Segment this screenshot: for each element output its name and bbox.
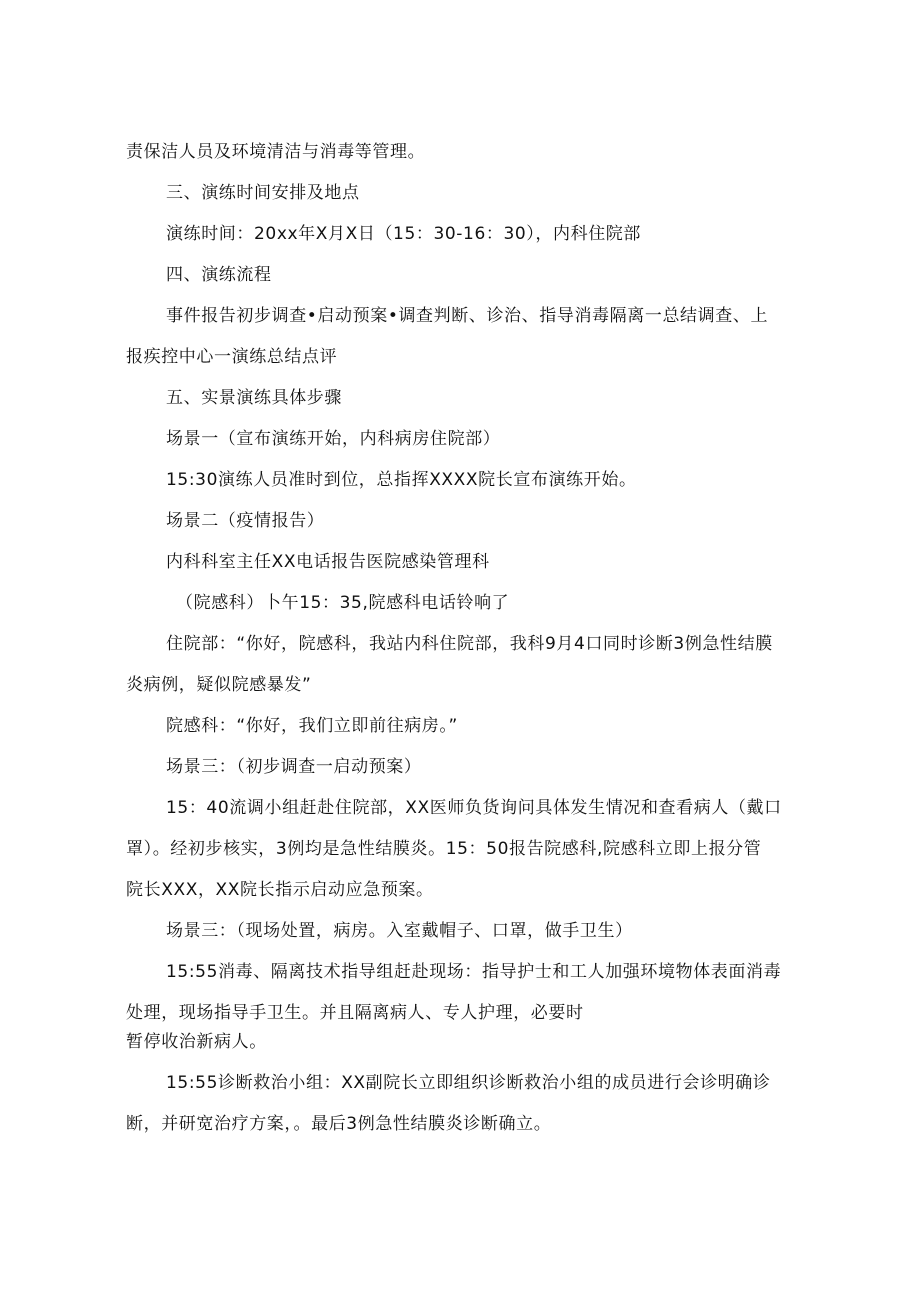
- text-line: （院感科）卜午15：35,院感科电话铃响了: [176, 593, 510, 613]
- scene-heading: 场景二（疫情报告）: [166, 511, 325, 531]
- text-line: 15:55诊断救治小组：XX副院长立即组织诊断救治小组的成员进行会诊明确诊: [166, 1073, 771, 1093]
- text-line: 罩）。经初步核实，3例均是急性结膜炎。15：50报告院感科,院感科立即上报分管: [126, 839, 762, 859]
- text-line: 暂停收治新病人。: [126, 1032, 267, 1052]
- text-line: 炎病例，疑似院感暴发”: [126, 675, 312, 695]
- text-line: 内科科室主任XX电话报告医院感染管理科: [166, 552, 490, 572]
- section-heading: 四、演练流程: [166, 265, 272, 285]
- text-line: 报疾控中心一演练总结点评: [126, 347, 338, 367]
- text-line: 院感科：“你好，我们立即前往病房。”: [166, 716, 458, 736]
- section-heading: 五、实景演练具体步骤: [166, 388, 342, 408]
- text-line: 住院部：“你好，院感科，我站内科住院部，我科9月4口同时诊断3例急性结膜: [166, 634, 773, 654]
- scene-heading: 场景三：（现场处置，病房。入室戴帽子、口罩，做手卫生）: [166, 921, 633, 941]
- text-line: 15:30演练人员准时到位，总指挥XXXX院长宣布演练开始。: [166, 470, 637, 490]
- text-line: 事件报告初步调查•启动预案•调查判断、诊治、指导消毒隔离一总结调查、上: [166, 306, 769, 326]
- text-line: 演练时间：20xx年X月X日（15：30-16：30），内科住院部: [166, 224, 642, 244]
- text-line: 责保洁人员及环境清洁与消毒等管理。: [126, 142, 426, 162]
- text-line: 15：40流调小组赶赴住院部，XX医师负货询问具体发生情况和查看病人（戴口: [166, 798, 782, 818]
- text-line: 处理，现场指导手卫生。并且隔离病人、专人护理，必要时: [126, 1003, 584, 1023]
- section-heading: 三、演练时间安排及地点: [166, 183, 360, 203]
- text-line: 断，并研宽治疗方案，。最后3例急性结膜炎诊断确立。: [126, 1114, 552, 1134]
- scene-heading: 场景三：（初步调查一启动预案）: [166, 757, 422, 777]
- scene-heading: 场景一（宣布演练开始，内科病房住院部）: [166, 429, 501, 449]
- text-line: 院长XXX，XX院长指示启动应急预案。: [126, 880, 434, 900]
- text-line: 15:55消毒、隔离技术指导组赶赴现场：指导护士和工人加强环境物体表面消毒: [166, 962, 782, 982]
